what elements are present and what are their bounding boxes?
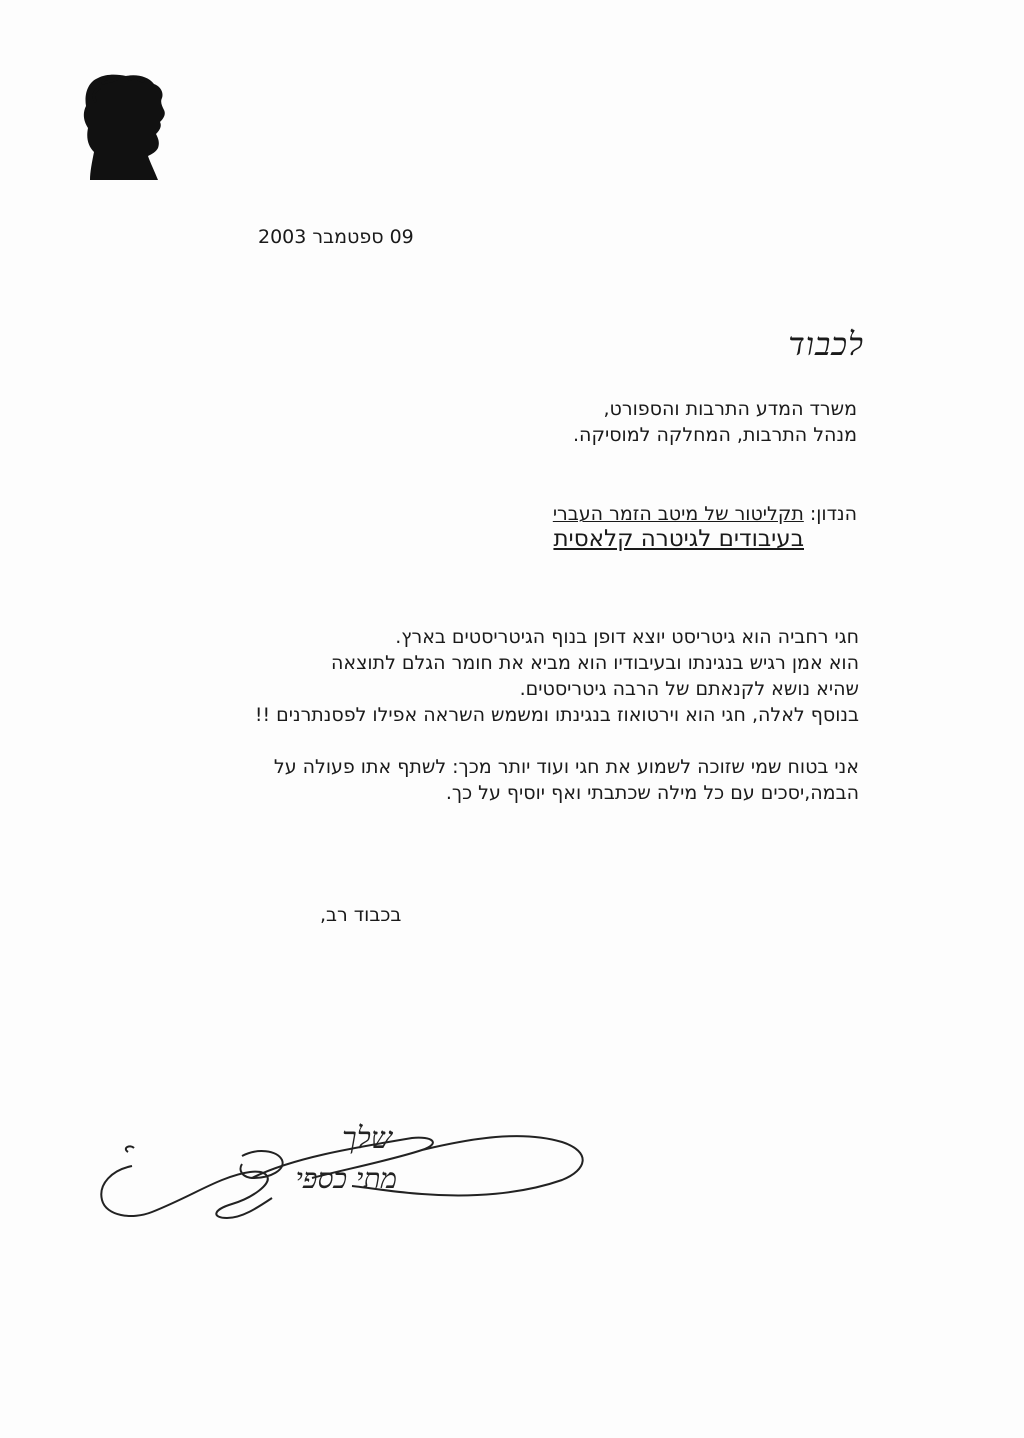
recipient-line: מנהל התרבות, המחלקה למוסיקה. xyxy=(573,424,857,446)
greeting-handwritten: לכבוד xyxy=(788,325,864,363)
recipient-line: משרד המדע התרבות והספורט, xyxy=(603,398,857,420)
paragraph-line: אני בטוח שמי שזוכה לשמוע את חגי ועוד יותר מכך: לשתף אתו פעולה על xyxy=(273,756,859,778)
subject-prefix: הנדון: xyxy=(803,503,857,525)
letter-date: 09 ספטמבר 2003 xyxy=(258,226,414,248)
signature-line1: שלך xyxy=(341,1121,392,1156)
subject-line xyxy=(553,500,857,528)
subject-subtitle: בעיבודים לגיטרה קלאסית xyxy=(553,526,804,552)
paragraph-line: בנוסף לאלה, חגי הוא וירטואוז בנגינתו ומשמש השראה אפילו לפסנתרנים !! xyxy=(254,704,859,726)
subject-title: תקליטור של מיטב הזמר העברי xyxy=(552,503,804,525)
paragraph-line: הוא אמן רגיש בנגינתו ובעיבודיו הוא מביא את חומר הגלם לתוצאה xyxy=(331,652,859,674)
handwritten-signature xyxy=(92,1108,612,1238)
signature-line2: מתי כספי xyxy=(295,1162,397,1195)
closing-salutation: בכבוד רב, xyxy=(320,904,402,926)
recipient-block xyxy=(437,396,857,448)
paragraph-line: שהיא נושא לקנאתם של הרבה גיטריסטים. xyxy=(519,678,859,700)
body-paragraph xyxy=(139,624,859,728)
paragraph-line: חגי רחביה הוא גיטריסט יוצא דופן בנוף הגיטריסטים בארץ. xyxy=(395,626,859,648)
body-paragraph xyxy=(99,754,859,806)
paragraph-line: הבמה,יסכים עם כל מילה שכתבתי ואף יוסיף על כך. xyxy=(445,782,859,804)
silhouette-logo-icon xyxy=(78,72,174,182)
